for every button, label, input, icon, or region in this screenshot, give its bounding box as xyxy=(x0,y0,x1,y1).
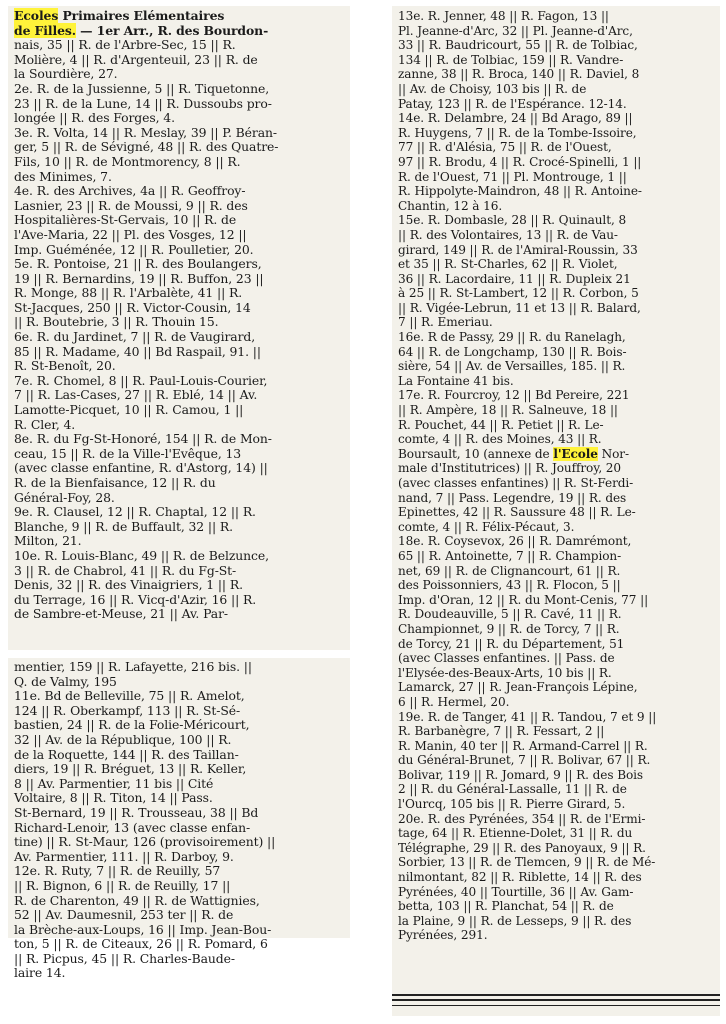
text-line: 7 || R. Las-Cases, 27 || R. Eblé, 14 || Av. xyxy=(14,387,258,403)
text-line xyxy=(14,24,344,39)
text-line: zanne, 38 || R. Broca, 140 || R. Daviel, 8 xyxy=(398,67,640,82)
text-line: ger, 5 || R. de Sévigné, 48 || R. des Quatre- xyxy=(14,139,279,155)
heading-text: — 1er Arr., R. des Bourdon- xyxy=(75,22,269,38)
text-line: net, 69 || R. de Clignancourt, 61 || R. xyxy=(398,563,621,578)
text-line: Lasnier, 23 || R. de Moussi, 9 || R. des xyxy=(14,197,248,213)
text-line: Molière, 4 || R. d'Argenteuil, 23 || R. de xyxy=(14,51,258,67)
clipping-seam xyxy=(8,650,350,658)
text-line: 2e. R. de la Jussienne, 5 || R. Tiquetonne, xyxy=(14,80,270,96)
text-line: de la Roquette, 144 || R. des Taillan- xyxy=(14,746,239,762)
text-line: Hospitalières-St-Gervais, 10 || R. de xyxy=(14,212,237,228)
text-line: (avec classe enfantine, R. d'Astorg, 14) || xyxy=(14,460,268,476)
text-line: 20e. R. des Pyrénées, 354 || R. de l'Ermi- xyxy=(398,811,646,826)
text-line: la Plaine, 9 || R. de Lesseps, 9 || R. des xyxy=(398,913,632,928)
text-line: 77 || R. d'Alésia, 75 || R. de l'Ouest, xyxy=(398,140,612,155)
text-line: 8 || Av. Parmentier, 11 bis || Cité xyxy=(14,775,214,791)
text-line: des Poissonniers, 43 || R. Flocon, 5 || xyxy=(398,578,621,593)
text-line: 16e. R de Passy, 29 || R. du Ranelagh, xyxy=(398,330,626,345)
text-line: 65 || R. Antoinette, 7 || R. Champion- xyxy=(398,548,622,563)
text-line: Général-Foy, 28. xyxy=(14,489,115,505)
text-line: Pyrénées, 291. xyxy=(398,928,488,943)
text-line: || R. des Volontaires, 13 || R. de Vau- xyxy=(398,227,618,242)
text-line: (avec classes enfantines) || R. St-Ferdi- xyxy=(398,476,634,490)
text-line: 52 || Av. Daumesnil, 253 ter || R. de xyxy=(14,907,234,923)
text-line: 7 || R. Emeriau. xyxy=(398,315,493,330)
text-line: 18e. R. Coysevox, 26 || R. Damrémont, xyxy=(398,534,632,549)
text-line: || R. Ampère, 18 || R. Salneuve, 18 || xyxy=(398,403,618,418)
text-line: R. St-Benoît, 20. xyxy=(14,358,116,374)
text-line: 17e. R. Fourcroy, 12 || Bd Pereire, 221 xyxy=(398,388,630,403)
text-line: de Torcy, 21 || R. du Département, 51 xyxy=(398,636,625,651)
text-line: 12e. R. Ruty, 7 || R. de Reuilly, 57 xyxy=(14,863,221,879)
text-line xyxy=(398,447,714,462)
text-line: mentier, 159 || R. Lafayette, 216 bis. || xyxy=(14,659,252,674)
text-line: tage, 64 || R. Etienne-Dolet, 31 || R. du xyxy=(398,826,633,841)
text-line: R. de l'Ouest, 71 || Pl. Montrouge, 1 || xyxy=(398,169,627,184)
text-line: girard, 149 || R. de l'Amiral-Roussin, 33 xyxy=(398,242,638,257)
text-line: Sorbier, 13 || R. de Tlemcen, 9 || R. de Mé- xyxy=(398,855,656,870)
text-line: 15e. R. Dombasle, 28 || R. Quinault, 8 xyxy=(398,213,627,228)
highlighted-term: Ecoles xyxy=(14,8,59,23)
text-line: bastien, 24 || R. de la Folie-Méricourt, xyxy=(14,717,250,733)
text-line: Richard-Lenoir, 13 (avec classe enfan- xyxy=(14,819,251,835)
text-line: || R. Boutebrie, 3 || R. Thouin 15. xyxy=(14,314,219,330)
text-line: la Brèche-aux-Loups, 16 || Imp. Jean-Bou- xyxy=(14,921,272,937)
text-line: 14e. R. Delambre, 24 || Bd Arago, 89 || xyxy=(398,111,633,126)
text-line: comte, 4 || R. Félix-Pécaut, 3. xyxy=(398,519,575,534)
text-line: 3 || R. de Chabrol, 41 || R. du Fg-St- xyxy=(14,562,237,578)
text-line: R. Manin, 40 ter || R. Armand-Carrel || R. xyxy=(398,738,648,753)
text-line: 4e. R. des Archives, 4a || R. Geoffroy- xyxy=(14,183,246,199)
text-line: ceau, 15 || R. de la Ville-l'Evêque, 13 xyxy=(14,445,242,461)
text-line: 19 || R. Bernardins, 19 || R. Buffon, 23 || xyxy=(14,270,264,286)
text-line: || R. Vigée-Lebrun, 11 et 13 || R. Balard, xyxy=(398,300,641,315)
text-line: R. Huygens, 7 || R. de la Tombe-Issoire, xyxy=(398,125,637,140)
text-line: 9e. R. Clausel, 12 || R. Chaptal, 12 || R. xyxy=(14,504,256,520)
text-line: St-Bernard, 19 || R. Trousseau, 38 || Bd xyxy=(14,804,259,820)
text-line: des Minimes, 7. xyxy=(14,168,112,184)
text-line: longée || R. des Forges, 4. xyxy=(14,110,175,126)
text-line: 3e. R. Volta, 14 || R. Meslay, 39 || P. Béran- xyxy=(14,124,277,140)
text-line: Imp. d'Oran, 12 || R. du Mont-Cenis, 77 || xyxy=(398,592,649,607)
text-line: Pl. Jeanne-d'Arc, 32 || Pl. Jeanne-d'Arc, xyxy=(398,23,633,38)
newspaper-clipping-right xyxy=(392,6,720,1016)
text-line: ton, 5 || R. de Citeaux, 26 || R. Pomard, 6 xyxy=(14,936,268,952)
text-line: || Av. de Choisy, 103 bis || R. de xyxy=(398,81,587,96)
text-line: Lamotte-Picquet, 10 || R. Camou, 1 || xyxy=(14,402,244,418)
highlighted-term: l'Ecole xyxy=(553,446,598,461)
text-line: diers, 19 || R. Bréguet, 13 || R. Keller, xyxy=(14,761,247,777)
text-line: du Général-Brunet, 7 || R. Bolivar, 67 || R. xyxy=(398,753,651,768)
text-line: 2 || R. du Général-Lassalle, 11 || R. de xyxy=(398,782,627,797)
text-line: de Sambre-et-Meuse, 21 || Av. Par- xyxy=(14,606,228,622)
text-line: La Fontaine 41 bis. xyxy=(398,373,514,388)
text-line: Blanche, 9 || R. de Buffault, 32 || R. xyxy=(14,518,233,534)
text-line: Télégraphe, 29 || R. des Panoyaux, 9 || R. xyxy=(398,840,646,855)
text-line: (avec Classes enfantines. || Pass. de xyxy=(398,651,615,666)
text-line: 13e. R. Jenner, 48 || R. Fagon, 13 || xyxy=(398,9,609,23)
text-line: à 25 || R. St-Lambert, 12 || R. Corbon, 5 xyxy=(398,286,639,301)
text-line: 10e. R. Louis-Blanc, 49 || R. de Belzunce, xyxy=(14,547,269,563)
text-line: sière, 54 || Av. de Versailles, 185. || R. xyxy=(398,359,626,374)
text-line: Championnet, 9 || R. de Torcy, 7 || R. xyxy=(398,621,620,636)
text-line: tine) || R. St-Maur, 126 (provisoirement) || xyxy=(14,834,276,850)
text-line: R. Hippolyte-Maindron, 48 || R. Antoine- xyxy=(398,184,642,199)
text-line: 64 || R. de Longchamp, 130 || R. Bois- xyxy=(398,344,627,359)
column-end-rule xyxy=(392,999,720,1001)
text-line: St-Jacques, 250 || R. Victor-Cousin, 14 xyxy=(14,299,251,315)
text-line: R. Cler, 4. xyxy=(14,416,76,432)
column-end-rule xyxy=(392,1005,720,1006)
text-line: Pyrénées, 40 || Tourtille, 36 || Av. Gam- xyxy=(398,884,634,899)
text-line: 124 || R. Oberkampf, 113 || R. St-Sé- xyxy=(14,702,241,718)
text-line: R. Barbanègre, 7 || R. Fessart, 2 || xyxy=(398,724,605,739)
text-line: || R. Picpus, 45 || R. Charles-Baude- xyxy=(14,950,235,966)
text-line: Fils, 10 || R. de Montmorency, 8 || R. xyxy=(14,153,241,169)
text-line: Patay, 123 || R. de l'Espérance. 12-14. xyxy=(398,96,627,111)
text-line: l'Elysée-des-Beaux-Arts, 10 bis || R. xyxy=(398,665,612,680)
text-line: 11e. Bd de Belleville, 75 || R. Amelot, xyxy=(14,688,245,704)
text-line: la Sourdière, 27. xyxy=(14,66,118,82)
text-line: R. Doudeauville, 5 || R. Cavé, 11 || R. xyxy=(398,607,622,622)
text-line: du Terrage, 16 || R. Vicq-d'Azir, 16 || R. xyxy=(14,591,257,607)
text-line: 6 || R. Hermel, 20. xyxy=(398,694,510,709)
text-line: 32 || Av. de la République, 100 || R. xyxy=(14,731,232,747)
text-line: R. de la Bienfaisance, 12 || R. du xyxy=(14,475,216,490)
text-line: Q. de Valmy, 195 xyxy=(14,673,117,689)
text-line: l'Ave-Maria, 22 || Pl. des Vosges, 12 || xyxy=(14,226,247,242)
text-line: nais, 35 || R. de l'Arbre-Sec, 15 || R. xyxy=(14,37,236,53)
highlighted-term: de Filles. xyxy=(14,22,76,38)
text-line xyxy=(14,9,344,24)
text-line: 134 || R. de Tolbiac, 159 || R. Vandre- xyxy=(398,52,624,67)
text-line: 36 || R. Lacordaire, 11 || R. Dupleix 21 xyxy=(398,271,631,286)
text-line: male d'Institutrices) || R. Jouffroy, 20 xyxy=(398,461,621,476)
text-line: l'Ourcq, 105 bis || R. Pierre Girard, 5. xyxy=(398,797,626,812)
text-line: Imp. Guéménée, 12 || R. Poulletier, 20. xyxy=(14,241,254,257)
column-end-rule xyxy=(392,994,720,996)
text-line: Chantin, 12 à 16. xyxy=(398,198,503,213)
newspaper-clipping-left-top xyxy=(8,6,350,650)
text-line: 97 || R. Brodu, 4 || R. Crocé-Spinelli, 1 || xyxy=(398,154,642,169)
text-line: laire 14. xyxy=(14,965,66,981)
text-line: 5e. R. Pontoise, 21 || R. des Boulangers, xyxy=(14,256,262,272)
text-line: 7e. R. Chomel, 8 || R. Paul-Louis-Courier, xyxy=(14,372,268,388)
text-line: 19e. R. de Tanger, 41 || R. Tandou, 7 et 9 || xyxy=(398,709,657,724)
text-line: Lamarck, 27 || R. Jean-François Lépine, xyxy=(398,680,638,695)
text-line: betta, 103 || R. Planchat, 54 || R. de xyxy=(398,899,614,914)
line-text-after: Nor- xyxy=(597,446,629,461)
text-line: 33 || R. Baudricourt, 55 || R. de Tolbiac, xyxy=(398,38,638,53)
text-line: Bolivar, 119 || R. Jomard, 9 || R. des Bois xyxy=(398,767,644,782)
text-line: 8e. R. du Fg-St-Honoré, 154 || R. de Mon- xyxy=(14,431,272,447)
text-line: comte, 4 || R. des Moines, 43 || R. xyxy=(398,432,602,447)
text-line: 85 || R. Madame, 40 || Bd Raspail, 91. || xyxy=(14,343,261,359)
heading-text: Primaires Elémentaires xyxy=(58,8,225,23)
text-line: 23 || R. de la Lune, 14 || R. Dussoubs pro- xyxy=(14,95,272,111)
text-line: Milton, 21. xyxy=(14,533,82,549)
text-line: 6e. R. du Jardinet, 7 || R. de Vaugirard, xyxy=(14,329,256,345)
text-line: nand, 7 || Pass. Legendre, 19 || R. des xyxy=(398,490,627,505)
newspaper-clipping-left-bottom xyxy=(8,658,350,981)
text-line: Denis, 32 || R. des Vinaigriers, 1 || R. xyxy=(14,577,243,593)
text-line: R. Monge, 88 || R. l'Arbalète, 41 || R. xyxy=(14,285,243,301)
text-line: Voltaire, 8 || R. Titon, 14 || Pass. xyxy=(14,790,213,806)
text-line: et 35 || R. St-Charles, 62 || R. Violet, xyxy=(398,257,618,272)
text-line: R. Pouchet, 44 || R. Petiet || R. Le- xyxy=(398,417,604,432)
text-line: R. de Charenton, 49 || R. de Wattignies, xyxy=(14,892,260,908)
line-text: Boursault, 10 (annexe de xyxy=(398,446,554,461)
text-line: nilmontant, 82 || R. Riblette, 14 || R. des xyxy=(398,870,642,885)
text-line: Epinettes, 42 || R. Saussure 48 || R. Le- xyxy=(398,505,636,520)
text-line: Av. Parmentier, 111. || R. Darboy, 9. xyxy=(14,848,234,864)
text-line: || R. Bignon, 6 || R. de Reuilly, 17 || xyxy=(14,877,231,893)
